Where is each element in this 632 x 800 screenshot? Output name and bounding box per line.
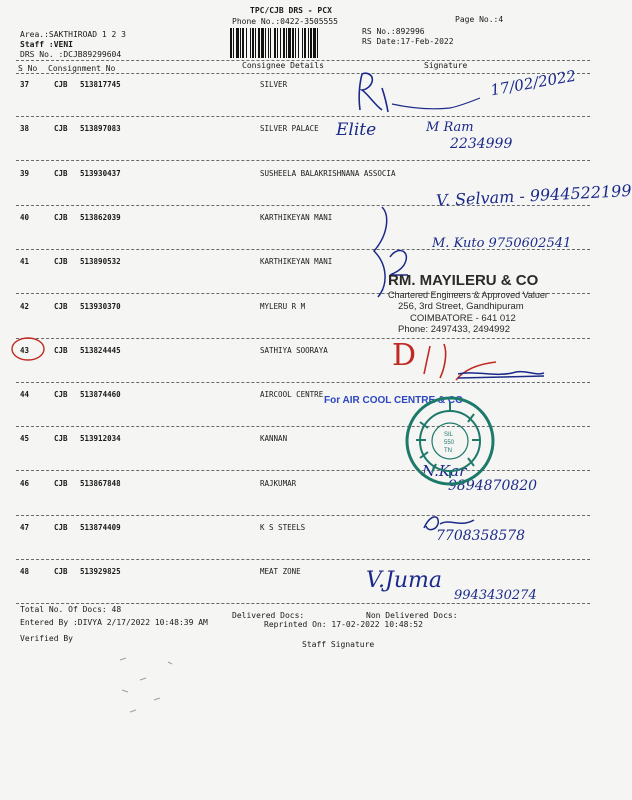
barcode-bar (313, 28, 316, 58)
row-consignment-no: 513867848 (80, 479, 121, 488)
row-consignment-no: 513897083 (80, 124, 121, 133)
row-consignee: K S STEELS (260, 523, 306, 532)
red-circle-mark (10, 336, 46, 362)
row-prefix: CJB (54, 169, 68, 178)
row-consignment-no: 513874460 (80, 390, 121, 399)
stamp-mayileru-title: RM. MAYILERU & CO (388, 272, 539, 289)
barcode-bar (304, 28, 306, 58)
barcode-bar (280, 28, 281, 58)
barcode-bar (246, 28, 247, 58)
phone-number: Phone No.:0422-3505555 (232, 17, 338, 26)
barcode-bar (277, 28, 278, 58)
svg-text:SIL: SIL (444, 432, 454, 438)
row-consignee: KARTHIKEYAN MANI (260, 257, 333, 266)
barcode-bar (261, 28, 264, 58)
row-consignment-no: 513817745 (80, 80, 121, 89)
date-row37: 17/02/2022 (489, 66, 578, 100)
row-prefix: CJB (54, 80, 68, 89)
row-consignee: RAJKUMAR (260, 479, 297, 488)
row-divider (16, 382, 590, 383)
row-consignment-no: 513890532 (80, 257, 121, 266)
handwriting-name-row38: M Ram (426, 120, 474, 135)
row-sno: 42 (20, 302, 30, 311)
barcode-bar (288, 28, 291, 58)
barcode-bar (258, 28, 260, 58)
row-consignee: SATHIYA SOORAYA (260, 346, 328, 355)
svg-text:TN: TN (444, 448, 452, 454)
col-signature: Signature (424, 61, 468, 70)
stamp-aircool: For AIR COOL CENTRE & CO (324, 395, 463, 406)
row-consignment-no: 513930370 (80, 302, 121, 311)
handwriting-phone-row38: 2234999 (450, 136, 513, 152)
row-consignment-no: 513912034 (80, 434, 121, 443)
row-consignee: SILVER (260, 80, 288, 89)
delivered-docs: Delivered Docs: (232, 611, 305, 620)
row-prefix: CJB (54, 434, 68, 443)
page-number: Page No.:4 (455, 15, 504, 24)
row-consignment-no: 513824445 (80, 346, 121, 355)
row-divider (16, 116, 590, 117)
row-consignment-no: 513862039 (80, 213, 121, 222)
barcode-bar (310, 28, 312, 58)
row-divider (16, 559, 590, 560)
barcode-bar (286, 28, 287, 58)
rs-number: RS No.:892996 (362, 27, 425, 36)
barcode-bar (274, 28, 276, 58)
row-sno: 48 (20, 567, 30, 576)
row-consignment-no: 513929825 (80, 567, 121, 576)
barcode-bar (240, 28, 241, 58)
reprinted-on: Reprinted On: 17-02-2022 10:48:52 (264, 620, 423, 629)
barcode (229, 28, 357, 58)
barcode-bar (230, 28, 232, 58)
barcode-bar (298, 28, 299, 58)
row-divider (16, 470, 590, 471)
handwriting-row40-41: M. Kuto 9750602541 (432, 236, 572, 251)
handwriting-phone-row48: 9943430274 (454, 588, 537, 603)
barcode-bar (283, 28, 285, 58)
total-docs: Total No. Of Docs: 48 (20, 605, 122, 614)
row-prefix: CJB (54, 567, 68, 576)
barcode-bar (302, 28, 303, 58)
barcode-bar (308, 28, 309, 58)
barcode-bar (268, 28, 269, 58)
col-sno: S No (18, 64, 38, 73)
row-divider (16, 160, 590, 161)
barcode-bar (317, 28, 318, 58)
entered-by: Entered By :DIVYA 2/17/2022 10:48:39 AM (20, 618, 208, 627)
row-sno: 46 (20, 479, 30, 488)
barcode-bar (270, 28, 271, 58)
barcode-bar (255, 28, 256, 58)
row-divider (16, 515, 590, 516)
row-sno: 41 (20, 257, 30, 266)
stamp-mayileru-line3: COIMBATORE - 641 012 (410, 313, 516, 324)
row-prefix: CJB (54, 523, 68, 532)
row-sno: 38 (20, 124, 30, 133)
barcode-bar (233, 28, 234, 58)
row-sno: 44 (20, 390, 30, 399)
stamp-mayileru-line2: 256, 3rd Street, Gandhipuram (398, 301, 524, 312)
verified-by: Verified By (20, 634, 73, 643)
row-sno: 39 (20, 169, 30, 178)
handwriting-elite: Elite (336, 120, 377, 140)
barcode-bar (295, 28, 296, 58)
row-prefix: CJB (54, 213, 68, 222)
row-prefix: CJB (54, 124, 68, 133)
row-consignment-no: 513874409 (80, 523, 121, 532)
faint-pencil-marks (110, 650, 190, 720)
barcode-bar (236, 28, 239, 58)
barcode-bar (292, 28, 294, 58)
stamp-mayileru-line4: Phone: 2497433, 2494992 (398, 324, 510, 335)
barcode-bar (250, 28, 251, 58)
row-consignee: KANNAN (260, 434, 288, 443)
row-prefix: CJB (54, 257, 68, 266)
row-prefix: CJB (54, 346, 68, 355)
staff-signature: Staff Signature (302, 640, 375, 649)
row-divider (16, 426, 590, 427)
drs-number: DRS No. :DCJB89299604 (20, 50, 122, 59)
handwriting-phone-row47: 7708358578 (436, 528, 526, 544)
struck-through-text (456, 368, 546, 382)
scribble-row37 (390, 84, 500, 114)
row-sno: 47 (20, 523, 30, 532)
barcode-bar (265, 28, 266, 58)
row-prefix: CJB (54, 302, 68, 311)
row-consignment-no: 513930437 (80, 169, 121, 178)
handwriting-row39: V. Selvam - 9944522199 (435, 180, 632, 211)
row-sno: 40 (20, 213, 30, 222)
rs-date: RS Date:17-Feb-2022 (362, 37, 454, 46)
footer-rule (16, 603, 590, 604)
handwriting-phone-row46: 9894870820 (448, 478, 538, 494)
red-mark-row43: D (392, 338, 417, 373)
row-consignee: KARTHIKEYAN MANI (260, 213, 333, 222)
signature-row37 (352, 70, 392, 115)
staff-label: Staff :VENI (20, 40, 73, 49)
non-delivered-docs: Non Delivered Docs: (366, 611, 458, 620)
handwriting-row46: N.Kar (422, 462, 467, 480)
barcode-bar (242, 28, 244, 58)
row-sno: 45 (20, 434, 30, 443)
header-rule-bottom (16, 73, 590, 74)
row-consignee: SILVER PALACE (260, 124, 319, 133)
col-consignee: Consignee Details (242, 61, 324, 70)
handwriting-row48: V.Juma (366, 568, 443, 593)
row-prefix: CJB (54, 390, 68, 399)
row-consignee: SUSHEELA BALAKRISHNANA ASSOCIA (260, 169, 396, 178)
stamp-mayileru-line1: Chartered Engineers & Approved Valuer (388, 290, 548, 300)
row-consignee: MEAT ZONE (260, 567, 301, 576)
row-sno: 43 (20, 346, 30, 355)
barcode-bar (252, 28, 254, 58)
row-sno: 37 (20, 80, 30, 89)
svg-text:550: 550 (444, 440, 455, 446)
round-seal (398, 392, 502, 490)
col-consignment: Consignment No (48, 64, 116, 73)
document-title: TPC/CJB DRS - PCX (250, 6, 332, 15)
row-consignee: AIRCOOL CENTRE (260, 390, 324, 399)
row-divider (16, 338, 590, 339)
row-consignee: MYLERU R M (260, 302, 306, 311)
row-prefix: CJB (54, 479, 68, 488)
area-label: Area.:SAKTHIROAD 1 2 3 (20, 30, 126, 39)
